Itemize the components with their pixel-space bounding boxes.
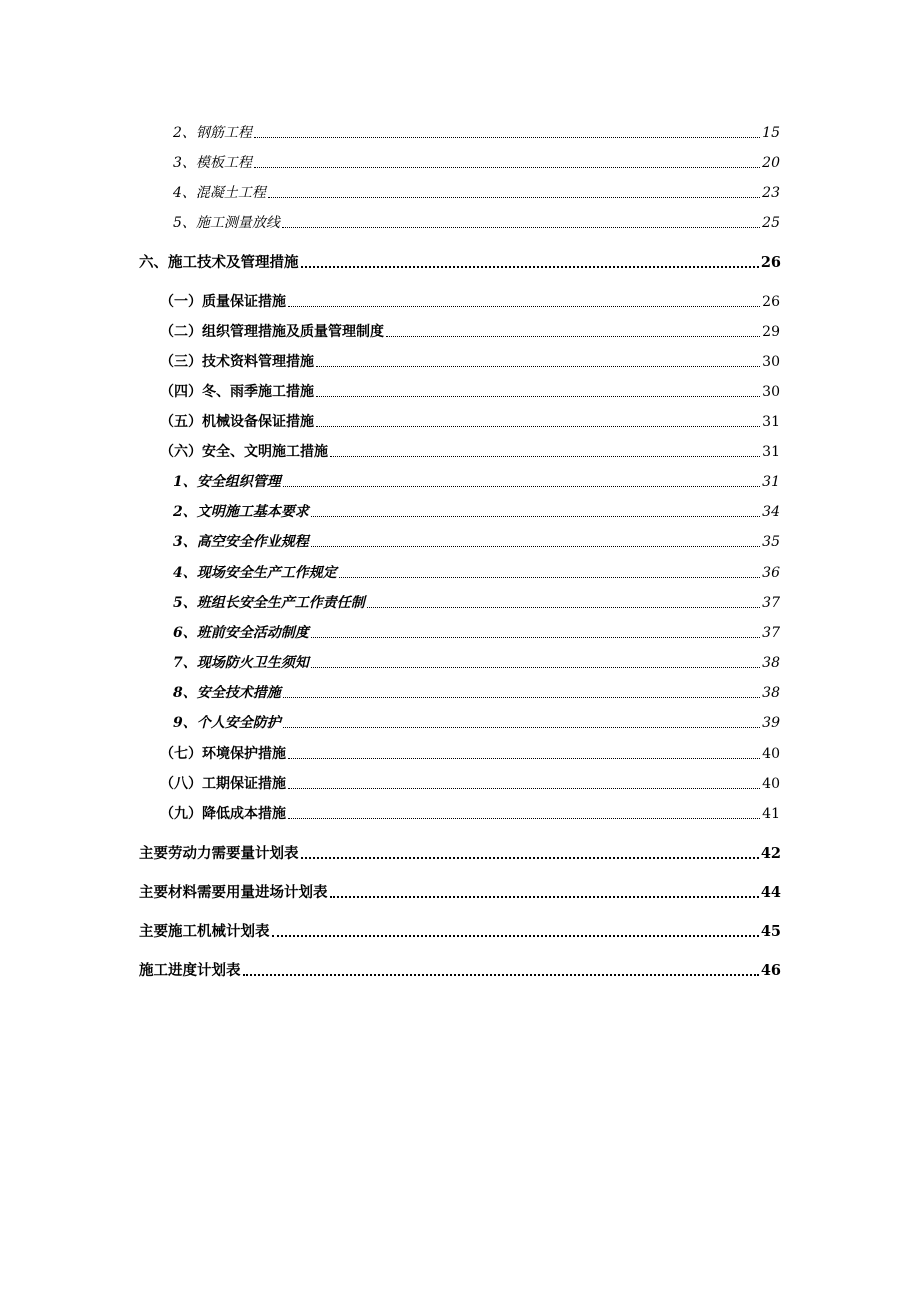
toc-entry-title: （七）环境保护措施 <box>160 746 286 762</box>
toc-entry-title: 主要劳动力需要量计划表 <box>139 845 299 862</box>
toc-dot-leader <box>311 546 760 547</box>
toc-entry-page-number: 37 <box>762 625 780 641</box>
toc-entry-page-number: 40 <box>762 746 780 762</box>
toc-entry[interactable] <box>0 956 920 980</box>
toc-entry-page-number: 26 <box>760 254 781 271</box>
toc-entry[interactable] <box>0 148 920 172</box>
toc-entry-page-number: 31 <box>762 414 780 430</box>
toc-dot-leader <box>283 697 760 698</box>
toc-dot-leader <box>367 607 760 608</box>
toc-entry[interactable] <box>0 118 920 142</box>
toc-dot-leader <box>316 396 760 397</box>
toc-entry[interactable] <box>0 618 920 642</box>
toc-entry-title: （二）组织管理措施及质量管理制度 <box>160 324 384 340</box>
toc-entry-page-number: 35 <box>762 534 780 550</box>
toc-entry-title: 主要施工机械计划表 <box>139 923 270 940</box>
toc-dot-leader <box>254 167 760 168</box>
toc-dot-leader <box>311 667 760 668</box>
toc-entry-page-number: 23 <box>762 185 780 201</box>
toc-dot-leader <box>311 637 760 638</box>
toc-entry-page-number: 42 <box>760 845 781 862</box>
toc-entry-page-number: 36 <box>762 565 780 581</box>
toc-entry[interactable] <box>0 317 920 341</box>
toc-entry[interactable] <box>0 347 920 371</box>
toc-entry-page-number: 44 <box>760 884 781 901</box>
toc-entry[interactable] <box>0 437 920 461</box>
toc-entry[interactable] <box>0 917 920 941</box>
toc-entry-page-number: 26 <box>762 294 780 310</box>
toc-entry-title: （一）质量保证措施 <box>160 294 286 310</box>
toc-entry[interactable] <box>0 558 920 582</box>
toc-dot-leader <box>254 137 760 138</box>
toc-entry-title: 3、高空安全作业规程 <box>173 534 309 550</box>
toc-entry[interactable] <box>0 769 920 793</box>
toc-dot-leader <box>301 266 759 268</box>
toc-dot-leader <box>311 516 760 517</box>
toc-entry-page-number: 20 <box>762 155 780 171</box>
toc-entry[interactable] <box>0 739 920 763</box>
toc-entry-title: 2、钢筋工程 <box>173 125 252 141</box>
toc-entry-page-number: 15 <box>762 125 780 141</box>
toc-entry[interactable] <box>0 287 920 311</box>
toc-entry-title: （五）机械设备保证措施 <box>160 414 314 430</box>
toc-entry-title: 6、班前安全活动制度 <box>173 625 309 641</box>
toc-entry-title: （八）工期保证措施 <box>160 776 286 792</box>
toc-entry[interactable] <box>0 678 920 702</box>
toc-entry-page-number: 31 <box>762 474 780 490</box>
toc-dot-leader <box>283 486 760 487</box>
toc-dot-leader <box>272 935 759 937</box>
toc-entry-title: 5、班组长安全生产工作责任制 <box>173 595 365 611</box>
toc-entry[interactable] <box>0 467 920 491</box>
toc-dot-leader <box>288 818 760 819</box>
toc-dot-leader <box>330 896 759 898</box>
toc-entry-page-number: 30 <box>762 384 780 400</box>
toc-dot-leader <box>282 227 760 228</box>
toc-entry-title: 9、个人安全防护 <box>173 715 281 731</box>
toc-dot-leader <box>288 306 760 307</box>
toc-entry-title: 3、模板工程 <box>173 155 252 171</box>
toc-dot-leader <box>283 727 760 728</box>
toc-entry-page-number: 34 <box>762 504 780 520</box>
toc-entry-title: 4、现场安全生产工作规定 <box>173 565 337 581</box>
toc-dot-leader <box>386 336 760 337</box>
toc-entry-page-number: 37 <box>762 595 780 611</box>
toc-entry-title: （九）降低成本措施 <box>160 806 286 822</box>
toc-dot-leader <box>316 426 760 427</box>
toc-entry-title: 1、安全组织管理 <box>173 474 281 490</box>
toc-entry-title: 2、文明施工基本要求 <box>173 504 309 520</box>
toc-entry-title: 施工进度计划表 <box>139 962 241 979</box>
toc-entry[interactable] <box>0 248 920 272</box>
toc-entry[interactable] <box>0 178 920 202</box>
toc-entry[interactable] <box>0 407 920 431</box>
toc-entry[interactable] <box>0 208 920 232</box>
toc-entry[interactable] <box>0 527 920 551</box>
toc-entry[interactable] <box>0 878 920 902</box>
toc-entry-title: （四）冬、雨季施工措施 <box>160 384 314 400</box>
toc-dot-leader <box>288 788 760 789</box>
toc-entry-page-number: 40 <box>762 776 780 792</box>
toc-entry[interactable] <box>0 839 920 863</box>
toc-dot-leader <box>243 974 759 976</box>
toc-entry[interactable] <box>0 497 920 521</box>
toc-entry[interactable] <box>0 708 920 732</box>
toc-entry-page-number: 41 <box>762 806 780 822</box>
toc-dot-leader <box>301 857 759 859</box>
toc-entry-page-number: 39 <box>762 715 780 731</box>
toc-entry-title: （六）安全、文明施工措施 <box>160 444 328 460</box>
toc-entry-title: 4、混凝土工程 <box>173 185 266 201</box>
toc-entry[interactable] <box>0 377 920 401</box>
toc-dot-leader <box>316 366 760 367</box>
toc-entry-page-number: 31 <box>762 444 780 460</box>
toc-entry-page-number: 46 <box>760 962 781 979</box>
toc-entry-title: 六、施工技术及管理措施 <box>139 254 299 271</box>
toc-entry[interactable] <box>0 648 920 672</box>
toc-entry[interactable] <box>0 799 920 823</box>
toc-entry-page-number: 45 <box>760 923 781 940</box>
toc-dot-leader <box>330 456 760 457</box>
toc-entry-page-number: 38 <box>762 655 780 671</box>
toc-entry-page-number: 29 <box>762 324 780 340</box>
toc-entry-title: 7、现场防火卫生须知 <box>173 655 309 671</box>
toc-entry-title: （三）技术资料管理措施 <box>160 354 314 370</box>
toc-entry-title: 5、施工测量放线 <box>173 215 280 231</box>
toc-entry[interactable] <box>0 588 920 612</box>
toc-entry-title: 主要材料需要用量进场计划表 <box>139 884 328 901</box>
toc-entry-page-number: 30 <box>762 354 780 370</box>
toc-dot-leader <box>288 758 760 759</box>
toc-dot-leader <box>339 577 760 578</box>
toc-dot-leader <box>268 197 760 198</box>
toc-entry-page-number: 25 <box>762 215 780 231</box>
toc-entry-title: 8、安全技术措施 <box>173 685 281 701</box>
toc-entry-page-number: 38 <box>762 685 780 701</box>
